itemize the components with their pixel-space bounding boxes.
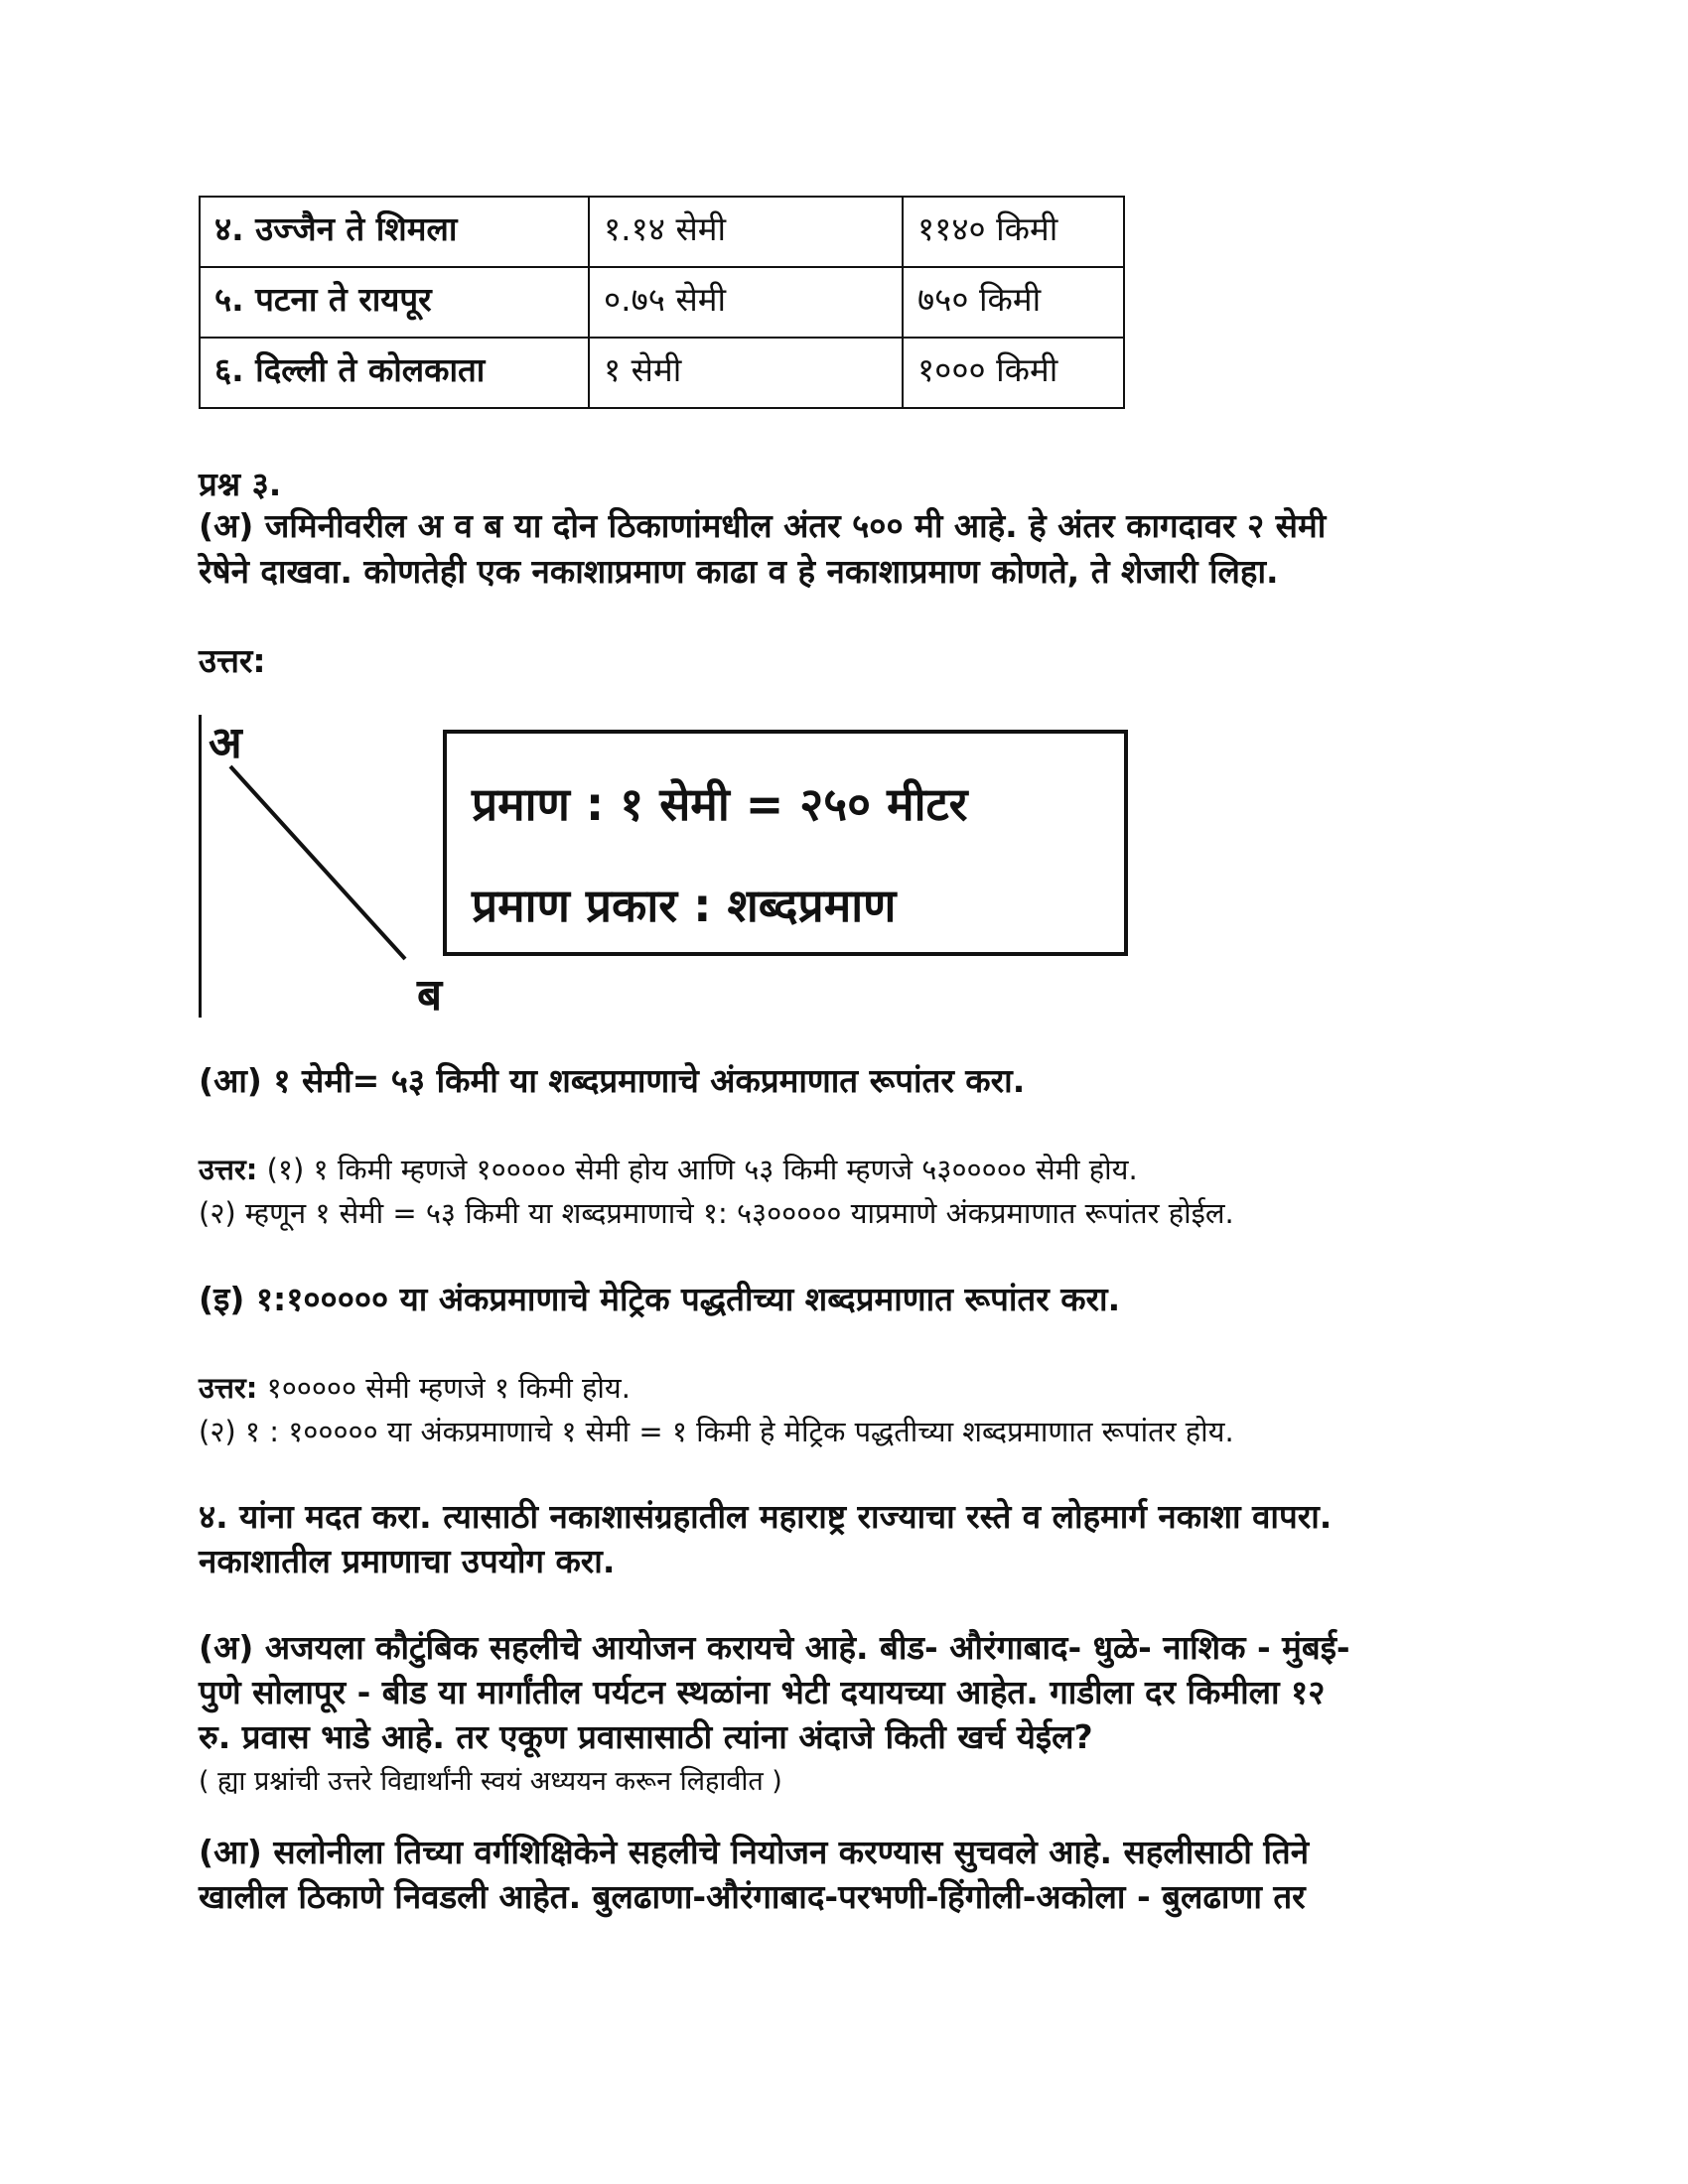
ground-distance-cell: ७५० किमी [903,267,1124,338]
ground-distance-cell: ११४० किमी [903,197,1124,267]
question-4-line-1: ४. यांना मदत करा. त्यासाठी नकाशासंग्रहातील महाराष्ट्र राज्याचा रस्ते व लोहमार्ग नकाशा वापरा. [199,1497,1333,1536]
map-distance-cell: ०.७५ सेमी [589,267,903,338]
question-4aa-line-1: (आ) सलोनीला तिच्या वर्गशिक्षिकेने सहलीचे नियोजन करण्यास सुचवले आहे. सहलीसाठी तिने [199,1833,1310,1871]
question-3-title: प्रश्न ३. [199,465,282,503]
answer-label: उत्तर: [199,1153,258,1186]
question-4-line-2: नकाशातील प्रमाणाचा उपयोग करा. [199,1542,616,1580]
answer-text: (१) १ किमी म्हणजे १००००० सेमी होय आणि ५३ किमी म्हणजे ५३००००० सेमी होय. [257,1153,1138,1186]
line-a-to-b [0,0,457,1023]
route-cell: ५. पटना ते रायपूर [200,267,589,338]
question-4a-line-1: (अ) अजयला कौटुंबिक सहलीचे आयोजन करायचे आहे. बीड- औरंगाबाद- धुळे- नाशिक - मुंबई- [199,1628,1350,1667]
map-distance-cell: १.१४ सेमी [589,197,903,267]
answer-label: उत्तर: [199,1371,258,1405]
ground-distance-cell: १००० किमी [903,338,1124,408]
answer-3i-line-1 [199,1366,1489,1411]
question-3a-line-2: रेषेने दाखवा. कोणतेही एक नकाशाप्रमाण काढा व हे नकाशाप्रमाण कोणते, ते शेजारी लिहा. [199,552,1279,591]
question-4aa-line-2: खालील ठिकाणे निवडली आहेत. बुलढाणा-औरंगाबाद-परभणी-हिंगोली-अकोला - बुलढाणा तर [199,1877,1306,1916]
question-4a-line-2: पुणे सोलापूर - बीड या मार्गांतील पर्यटन स्थळांना भेटी दयायच्या आहेत. गाडीला दर किमीला १२ [199,1673,1326,1711]
question-3a-line-1: (अ) जमिनीवरील अ व ब या दोन ठिकाणांमधील अंतर ५०० मी आहे. हे अंतर कागदावर २ सेमी [199,506,1327,545]
answer-3aa-line-2: (२) म्हणून १ सेमी = ५३ किमी या शब्दप्रमाणाचे १: ५३००००० याप्रमाणे अंकप्रमाणात रूपांतर होईल. [199,1196,1234,1230]
point-b-label: ब [417,970,443,1021]
self-study-note: ( ह्या प्रश्नांची उत्तरे विद्यार्थांनी स्वयं अध्ययन करून लिहावीत ) [199,1766,782,1797]
route-cell: ६. दिल्ली ते कोलकाता [200,338,589,408]
answer-3aa-line-1 [199,1148,1489,1192]
question-4a-line-3: रु. प्रवास भाडे आहे. तर एकूण प्रवासासाठी त्यांना अंदाजे किती खर्च येईल? [199,1717,1093,1756]
route-cell: ४. उज्जैन ते शिमला [200,197,589,267]
question-3aa: (आ) १ सेमी= ५३ किमी या शब्दप्रमाणाचे अंकप्रमाणात रूपांतर करा. [199,1061,1026,1100]
answer-text: १००००० सेमी म्हणजे १ किमी होय. [257,1371,631,1405]
answer-3i-line-2: (२) १ : १००००० या अंकप्रमाणाचे १ सेमी = १ किमी हे मेट्रिक पद्धतीच्या शब्दप्रमाणात रूपांतर होय. [199,1415,1234,1448]
scale-statement: प्रमाण : १ सेमी = २५० मीटर [472,777,968,831]
scale-type-statement: प्रमाण प्रकार : शब्दप्रमाण [472,879,897,932]
point-a-label: अ [209,718,242,768]
map-distance-cell: १ सेमी [589,338,903,408]
question-3i: (इ) १:१००००० या अंकप्रमाणाचे मेट्रिक पद्धतीच्या शब्दप्रमाणात रूपांतर करा. [199,1280,1121,1318]
answer-label: उत्तर: [199,641,266,680]
